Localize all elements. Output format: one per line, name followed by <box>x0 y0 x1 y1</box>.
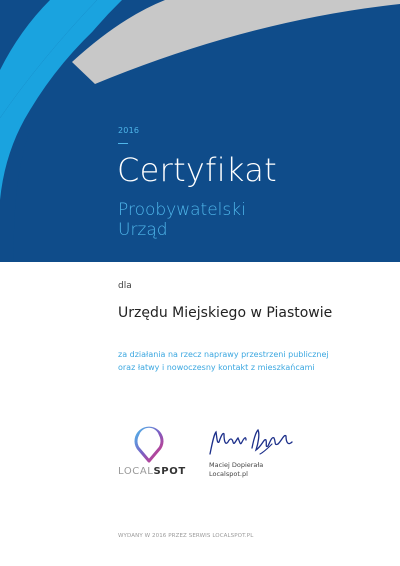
for-label: dla <box>118 281 132 291</box>
localspot-logo <box>118 424 188 480</box>
certificate-year: 2016 <box>118 126 140 135</box>
reason-line-1: za działania na rzecz naprawy przestrzeni publicznej <box>118 350 329 359</box>
subtitle-line-1: Proobywatelski <box>118 200 246 220</box>
reason-line-2: oraz łatwy i nowoczesny kontakt z mieszkańcami <box>118 363 315 372</box>
handwritten-signature <box>206 424 298 460</box>
issued-by-footer: WYDANY W 2016 PRZEZ SERWIS LOCALSPOT.PL <box>118 533 254 539</box>
logo-spot-text: SPOT <box>153 466 186 477</box>
certificate-subtitle <box>118 200 246 240</box>
signer-name: Maciej Dopierała <box>209 461 264 469</box>
logo-local-text: LOCAL <box>118 466 154 477</box>
recipient-name: Urzędu Miejskiego w Piastowie <box>118 305 333 321</box>
gray-arc <box>72 0 400 84</box>
certificate-header <box>0 0 400 262</box>
logo-wordmark <box>118 466 186 477</box>
certificate-title: Certyfikat <box>117 151 277 189</box>
signer-organization: Localspot.pl <box>209 470 248 478</box>
subtitle-line-2: Urząd <box>118 220 168 240</box>
location-pin-icon <box>131 424 167 464</box>
year-divider <box>118 143 128 144</box>
award-reason <box>118 348 329 374</box>
